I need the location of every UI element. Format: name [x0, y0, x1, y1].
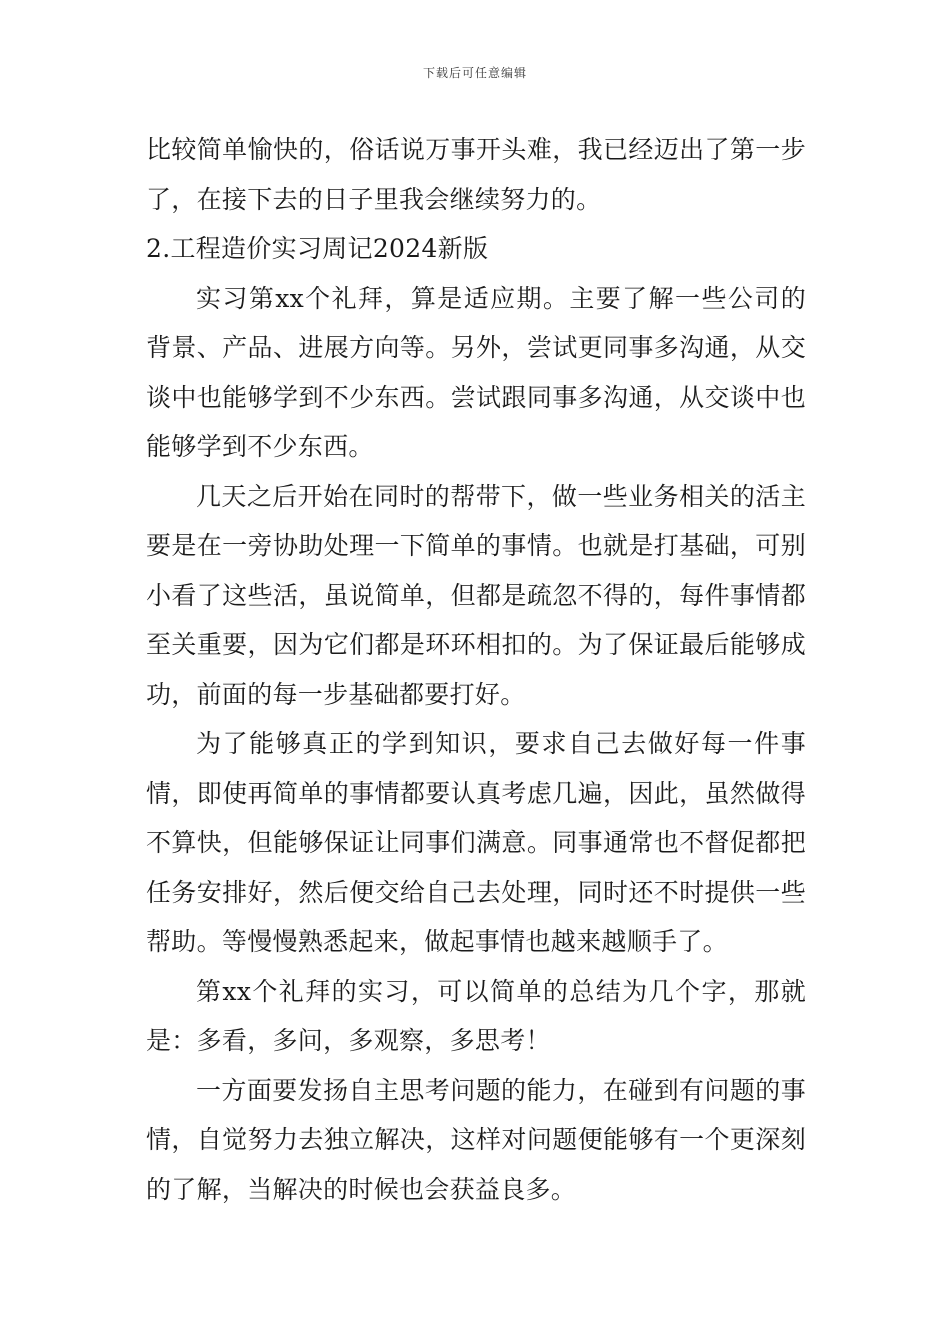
document-body: [146, 125, 806, 1214]
paragraph-5: 一方面要发扬自主思考问题的能力，在碰到有问题的事情，自觉努力去独立解决，这样对问题便能够有一个更深刻的了解，当解决的时候也会获益良多。: [146, 1075, 806, 1204]
page-header: 下载后可任意编辑: [422, 66, 527, 80]
paragraph-2: 几天之后开始在同时的帮带下，做一些业务相关的活主要是在一旁协助处理一下简单的事情。也就是打基础，可别小看了这些活，虽说简单，但都是疏忽不得的，每件事情都至关重要，因为它们都是环环相扣的。为了保证最后能够成功，前面的每一步基础都要打好。: [146, 481, 806, 709]
section-heading: 2.工程造价实习周记2024新版: [146, 234, 489, 263]
paragraph-1: 实习第xx个礼拜，算是适应期。主要了解一些公司的背景、产品、进展方向等。另外，尝试更同事多沟通，从交谈中也能够学到不少东西。尝试跟同事多沟通，从交谈中也能够学到不少东西。: [146, 283, 806, 461]
paragraph-3: 为了能够真正的学到知识，要求自己去做好每一件事情，即使再简单的事情都要认真考虑几遍，因此，虽然做得不算快，但能够保证让同事们满意。同事通常也不督促都把任务安排好，然后便交给自己去处理，同时还不时提供一些帮助。等慢慢熟悉起来，做起事情也越来越顺手了。: [146, 729, 806, 956]
paragraph-continued: 比较简单愉快的，俗话说万事开头难，我已经迈出了第一步了，在接下去的日子里我会继续努力的。: [146, 135, 806, 214]
paragraph-4: 第xx个礼拜的实习，可以简单的总结为几个字，那就是：多看，多问，多观察，多思考！: [146, 976, 806, 1055]
